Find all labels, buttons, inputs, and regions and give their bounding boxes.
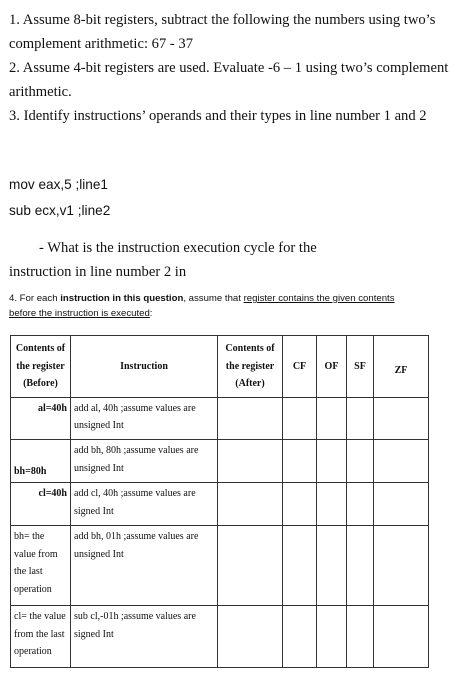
- question-1: 1. Assume 8-bit registers, subtract the following the numbers using two’s complement arithmetic: 67 - 37: [9, 12, 436, 52]
- row-2-of[interactable]: [317, 440, 347, 483]
- row-2-instruction: add bh, 80h ;assume values are unsigned Int: [71, 440, 218, 483]
- sub-question-line-2: instruction in line number 2 in: [9, 264, 187, 280]
- row-3-cf[interactable]: [283, 483, 317, 526]
- row-4-zf[interactable]: [374, 526, 429, 606]
- question-2: 2. Assume 4-bit registers are used. Evaluate -6 – 1 using two’s complement arithmetic.: [9, 60, 449, 100]
- code-line-2: sub ecx,v1 ;line2: [9, 203, 111, 218]
- row-4-after[interactable]: [218, 526, 283, 606]
- row-2-before: bh=80h: [11, 440, 71, 483]
- table-row: [11, 397, 429, 440]
- row-3-zf[interactable]: [374, 483, 429, 526]
- header-of: OF: [317, 336, 347, 398]
- row-1-of[interactable]: [317, 397, 347, 440]
- q4-prefix: 4. For each: [9, 293, 61, 304]
- row-3-after[interactable]: [218, 483, 283, 526]
- header-instruction: Instruction: [71, 336, 218, 398]
- row-1-zf[interactable]: [374, 397, 429, 440]
- row-5-before: cl= the value from the last operation: [11, 606, 71, 668]
- row-5-of[interactable]: [317, 606, 347, 668]
- header-before: Contents of the register (Before): [11, 336, 71, 398]
- row-5-after[interactable]: [218, 606, 283, 668]
- question-4: [9, 291, 449, 321]
- row-2-zf[interactable]: [374, 440, 429, 483]
- row-2-sf[interactable]: [347, 440, 374, 483]
- row-1-cf[interactable]: [283, 397, 317, 440]
- row-1-instruction: add al, 40h ;assume values are unsigned Int: [71, 397, 218, 440]
- row-1-sf[interactable]: [347, 397, 374, 440]
- table-row: [11, 440, 429, 483]
- row-4-of[interactable]: [317, 526, 347, 606]
- q4-bold: instruction in this question: [60, 293, 184, 304]
- row-1-before: al=40h: [11, 397, 71, 440]
- row-4-instruction: add bh, 01h ;assume values are unsigned Int: [71, 526, 218, 606]
- q4-underlined-1: register contains the given contents: [243, 293, 395, 304]
- row-5-sf[interactable]: [347, 606, 374, 668]
- row-2-cf[interactable]: [283, 440, 317, 483]
- row-3-of[interactable]: [317, 483, 347, 526]
- header-cf: CF: [283, 336, 317, 398]
- row-4-before: bh= the value from the last operation: [11, 526, 71, 606]
- header-sf: SF: [347, 336, 374, 398]
- header-zf: ZF: [374, 336, 429, 398]
- code-line-1: mov eax,5 ;line1: [9, 177, 108, 192]
- row-5-instruction: sub cl,-01h ;assume values are signed Int: [71, 606, 218, 668]
- row-5-zf[interactable]: [374, 606, 429, 668]
- q4-underlined-2: before the instruction is executed: [9, 308, 150, 319]
- sub-question-line-1: - What is the instruction execution cycle for the: [39, 240, 317, 256]
- table-row: [11, 483, 429, 526]
- sub-question: [9, 236, 449, 284]
- table-header-row: [11, 336, 429, 398]
- row-3-before: cl=40h: [11, 483, 71, 526]
- table-row: [11, 526, 429, 606]
- row-1-after[interactable]: [218, 397, 283, 440]
- row-4-cf[interactable]: [283, 526, 317, 606]
- row-3-instruction: add cl, 40h ;assume values are signed Int: [71, 483, 218, 526]
- q4-suffix: :: [149, 308, 153, 319]
- row-5-cf[interactable]: [283, 606, 317, 668]
- row-3-sf[interactable]: [347, 483, 374, 526]
- row-2-after[interactable]: [218, 440, 283, 483]
- header-after: Contents of the register (After): [218, 336, 283, 398]
- register-table: [10, 335, 429, 668]
- table-row: [11, 606, 429, 668]
- q4-mid: , assume that: [183, 293, 244, 304]
- row-4-sf[interactable]: [347, 526, 374, 606]
- question-3: 3. Identify instructions’ operands and their types in line number 1 and 2: [9, 108, 427, 124]
